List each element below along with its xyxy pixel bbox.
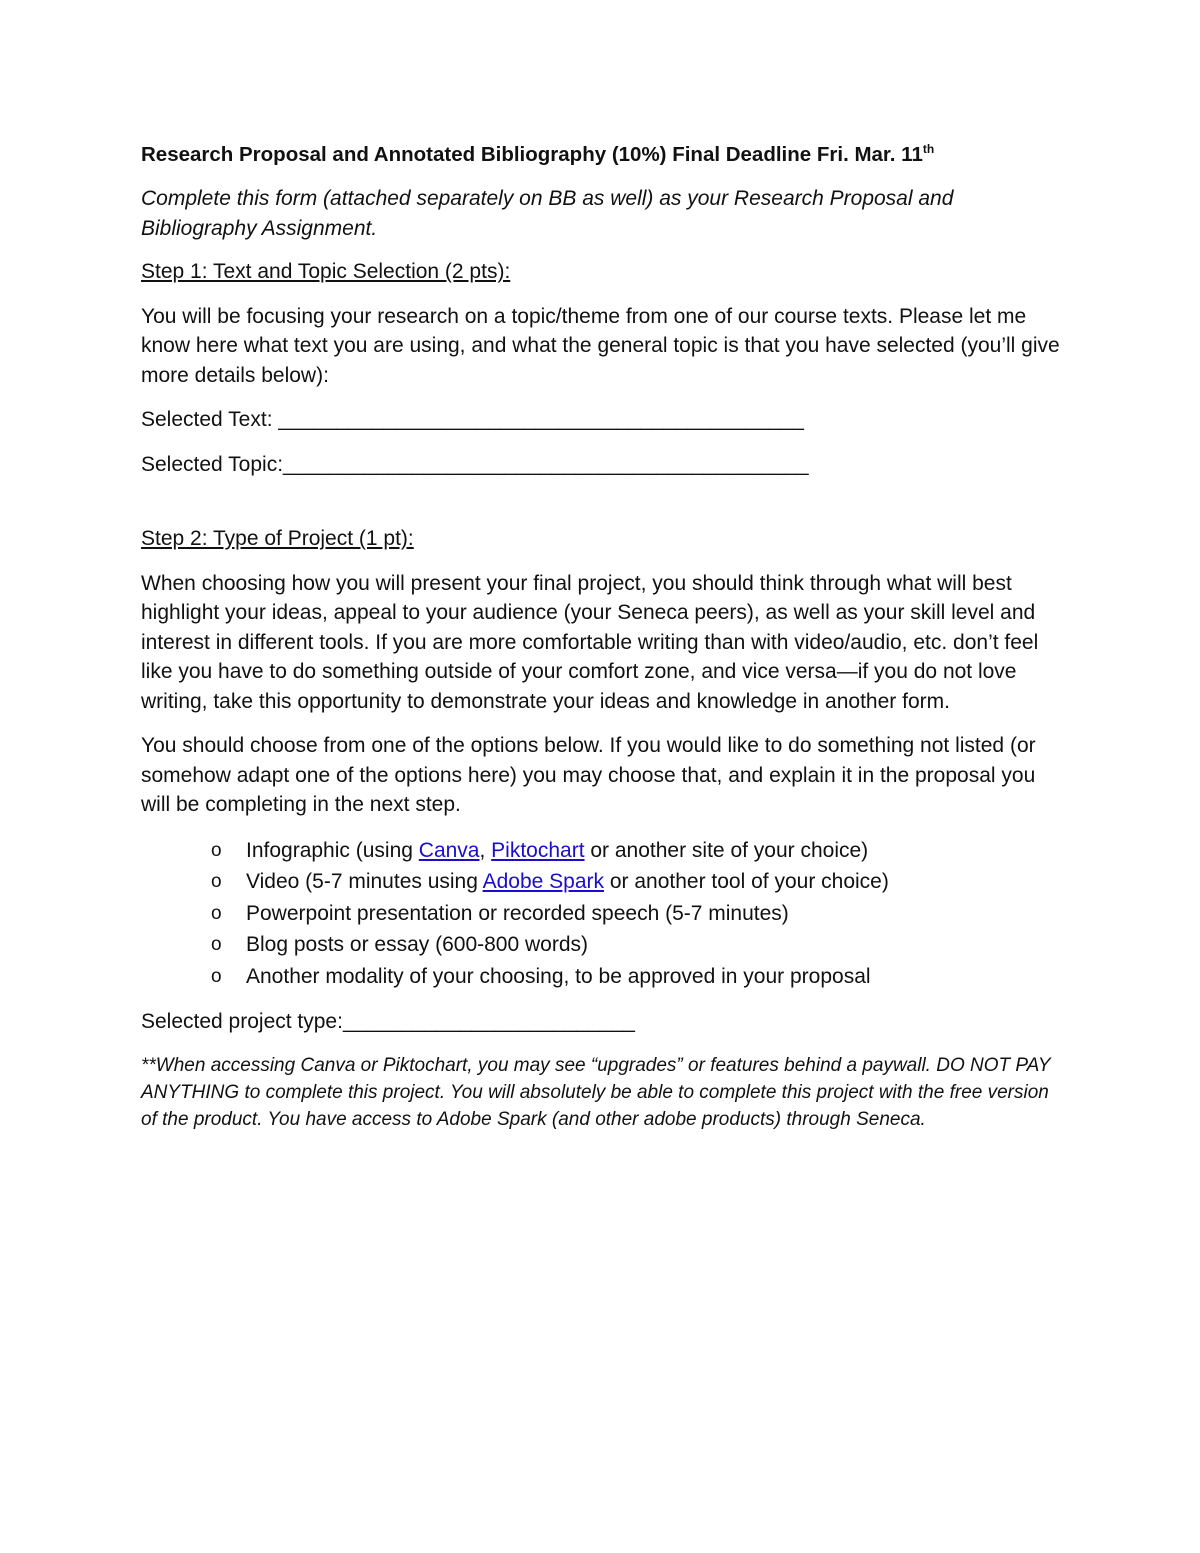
- option-infographic-prefix: Infographic (using: [246, 838, 419, 862]
- option-blog: [211, 929, 1061, 961]
- selected-project-type-field[interactable]: Selected project type:_________________________: [141, 1010, 635, 1033]
- paywall-note: **When accessing Canva or Piktochart, you may see “upgrades” or features behind a paywall. DO NOT PAY ANYTHING to complete this project. You will absolutely be able to complete this project with the free version of the product. You have access to Adobe Spark (and other adobe products) through Seneca.: [141, 1054, 1051, 1130]
- option-infographic: [211, 835, 1061, 867]
- spacer: [141, 494, 1061, 524]
- step2-body-1: When choosing how you will present your final project, you should think through what will best highlight your ideas, appeal to your audience (your Seneca peers), as well as your skill level and interest in different tools. If you are more comfortable writing than with video/audio, etc. don’t feel like you have to do something outside of your comfort zone, and vice versa—if you do not love writing, take this opportunity to demonstrate your ideas and knowledge in another form.: [141, 571, 1039, 713]
- document-page: [141, 140, 1061, 1148]
- project-options-list: [141, 835, 1061, 993]
- step1-body: You will be focusing your research on a topic/theme from one of our course texts. Please let me know here what text you are using, and what the general topic is that you have selected (you’ll give more details below):: [141, 304, 1060, 387]
- step2-heading: Step 2: Type of Project (1 pt):: [141, 527, 414, 550]
- option-video: [211, 866, 1061, 898]
- bullet-icon: o: [211, 871, 222, 892]
- option-blog-text: Blog posts or essay (600-800 words): [246, 933, 588, 956]
- step2-body-2: You should choose from one of the options below. If you would like to do something not listed (or somehow adapt one of the options here) you may choose that, and explain it in the proposal you will be completing in the next step.: [141, 734, 1036, 816]
- adobe-spark-link[interactable]: Adobe Spark: [482, 870, 605, 893]
- bullet-icon: o: [211, 934, 222, 955]
- option-another-text: Another modality of your choosing, to be approved in your proposal: [246, 964, 871, 988]
- option-powerpoint-text: Powerpoint presentation or recorded speech (5-7 minutes): [246, 901, 789, 925]
- title-text: Research Proposal and Annotated Bibliography (10%) Final Deadline Fri. Mar. 11: [141, 143, 923, 166]
- step1-heading: Step 1: Text and Topic Selection (2 pts):: [141, 260, 511, 283]
- selected-topic-field[interactable]: Selected Topic:_____________________________________________: [141, 452, 809, 476]
- selected-text-field[interactable]: Selected Text: _____________________________________________: [141, 408, 804, 431]
- option-another: [211, 961, 1061, 993]
- canva-link[interactable]: Canva: [418, 838, 480, 862]
- document-title: [141, 140, 1061, 170]
- title-superscript: th: [922, 142, 935, 156]
- intro-paragraph: Complete this form (attached separately on BB as well) as your Research Proposal and Bibliography Assignment.: [141, 187, 954, 240]
- bullet-icon: o: [211, 965, 222, 987]
- piktochart-link[interactable]: Piktochart: [491, 838, 585, 862]
- option-video-suffix: or another tool of your choice): [604, 870, 889, 893]
- option-video-prefix: Video (5-7 minutes using: [246, 870, 483, 893]
- bullet-icon: o: [211, 902, 222, 924]
- option-infographic-suffix: or another site of your choice): [584, 838, 869, 862]
- bullet-icon: o: [211, 839, 222, 861]
- option-infographic-sep: ,: [479, 838, 492, 862]
- option-powerpoint: [211, 898, 1061, 930]
